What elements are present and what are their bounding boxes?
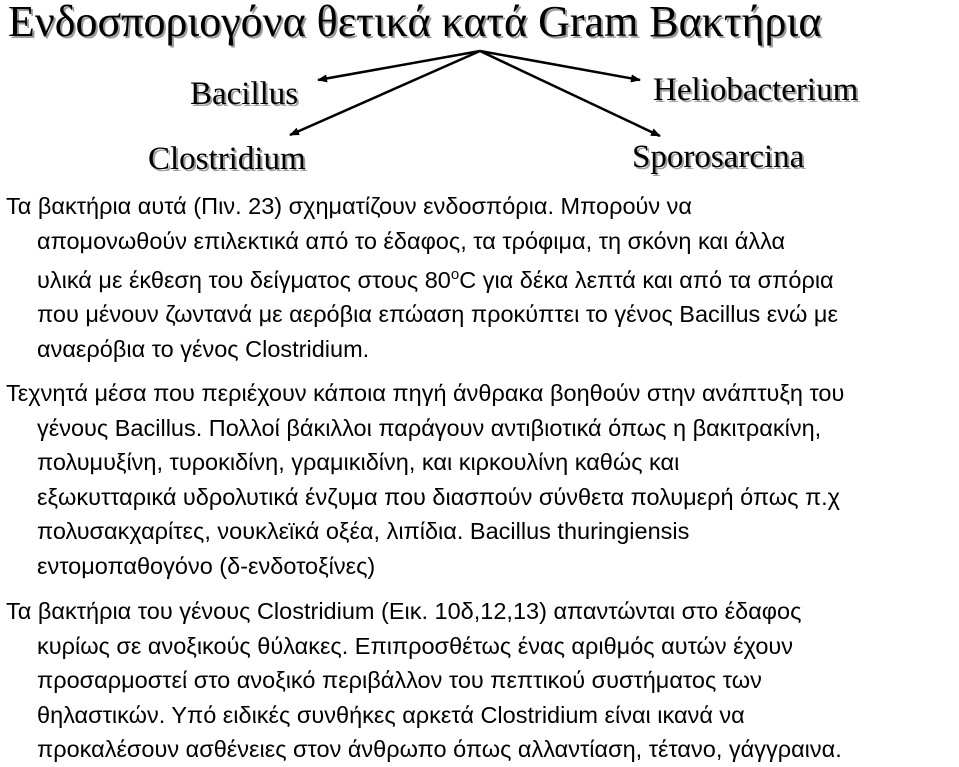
text-line: προκαλέσουν ασθένειες στον άνθρωπο όπως αλλαντίαση, τέτανο, γάγγραινα. (37, 736, 842, 762)
text-fragment: υλικά με έκθεση του δείγματος στους 80 (37, 266, 451, 293)
text-line-with-superscript (6, 258, 958, 297)
text-line: θηλαστικών. Υπό ειδικές συνθήκες αρκετά Clostridium είναι ικανά να (37, 701, 745, 728)
text-line: απομονωθούν επιλεκτικά από το έδαφος, τα τρόφιμα, τη σκόνη και άλλα (37, 227, 786, 254)
text-line: κυρίως σε ανοξικούς θύλακες. Επιπροσθέτως ένας αριθμός αυτών έχουν (37, 632, 794, 659)
genus-heliobacterium: Heliobacterium (653, 72, 859, 108)
text-line: προσαρμοστεί στο ανοξικό περιβάλλον του πεπτικού συστήματος των (37, 667, 762, 693)
arrow-to-sporosarcina (480, 51, 660, 136)
text-line: Τα βακτήρια του γένους Clostridium (Εικ. 10δ,12,13) απαντώνται στο έδαφος (6, 598, 802, 624)
text-line: εντομοπαθογόνο (δ-ενδοτοξίνες) (37, 552, 376, 579)
text-line: γένους Bacillus. Πολλοί βάκιλλοι παράγουν αντιβιοτικά όπως η βακιτρακίνη, (37, 414, 822, 441)
text-line: εξωκυτταρικά υδρολυτικά ένζυμα που διασπούν σύνθετα πολυμερή όπως π.χ (37, 483, 841, 510)
genus-bacillus: Bacillus (190, 76, 299, 112)
paragraph-bacillus (6, 376, 958, 583)
genus-clostridium: Clostridium (148, 141, 306, 177)
text-line: πολυμυξίνη, τυροκιδίνη, γραμικιδίνη, και κιρκουλίνη καθώς και (37, 449, 680, 475)
page-title: Ενδοσποριογόνα θετικά κατά Gram Βακτήρια (8, 0, 822, 46)
genus-sporosarcina: Sporosarcina (632, 139, 805, 175)
arrow-to-clostridium (290, 51, 480, 135)
superscript-o: o (450, 266, 460, 283)
text-line: Τεχνητά μέσα που περιέχουν κάποια πηγή άνθρακα βοηθούν στην ανάπτυξη του (6, 380, 845, 406)
paragraph-isolation (6, 189, 958, 366)
text-fragment: C για δέκα λεπτά και από τα σπόρια (459, 266, 834, 293)
paragraph-clostridium (6, 594, 958, 767)
text-line: Τα βακτήρια αυτά (Πιν. 23) σχηματίζουν ενδοσπόρια. Μπορούν να (6, 193, 692, 219)
text-line: πολυσακχαρίτες, νουκλεϊκά οξέα, λιπίδια. Bacillus thuringiensis (37, 518, 690, 544)
arrow-to-bacillus (318, 51, 480, 80)
text-line: αναερόβια το γένος Clostridium. (37, 335, 370, 362)
arrow-to-heliobacterium (480, 51, 640, 80)
text-line: που μένουν ζωντανά με αερόβια επώαση προκύπτει το γένος Bacillus ενώ με (37, 301, 838, 328)
